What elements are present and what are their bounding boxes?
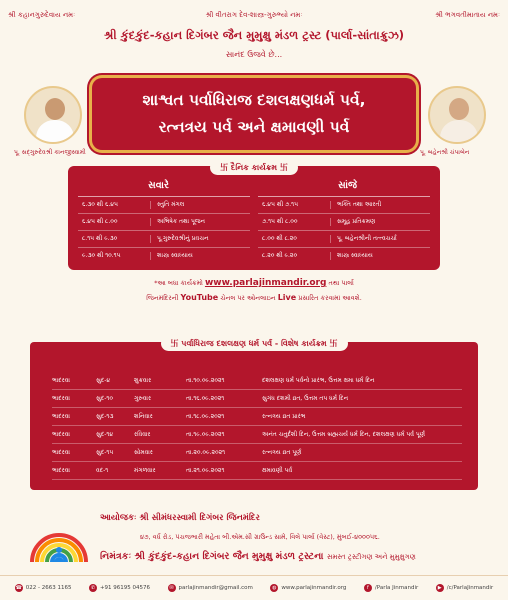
row-activity: ભક્તિ તથા આરતી xyxy=(330,201,430,209)
special-title-pill: 卐 પર્વાધિરાજ દશલક્ષણ ધર્મ પર્વ - વિશેષ કાર્યક્રમ 卐 xyxy=(161,336,348,351)
gurudev-photo xyxy=(24,86,82,144)
youtube-text: /c/ParlaJinmandir xyxy=(446,585,494,591)
row-weekday: મંગળવાર xyxy=(134,466,156,474)
special-row xyxy=(52,444,462,462)
row-day: વદ-૧ xyxy=(96,466,109,474)
yt-note-middle: ચેનલ પર ઓનલાઇન xyxy=(220,294,276,302)
photo-head xyxy=(45,98,65,120)
organizer-label: આયોજકઃ xyxy=(100,513,137,523)
youtube-note xyxy=(0,293,508,303)
inviter-label: નિમંત્રકઃ xyxy=(100,551,132,562)
row-time: ૬.૩૦ થી ૬.૪૫ xyxy=(82,201,118,208)
row-weekday: રવિવાર xyxy=(134,430,151,438)
footer-email[interactable] xyxy=(168,584,253,592)
row-date: તા.૧૯.૦૯.૨૦૨૧ xyxy=(186,430,225,438)
row-event: રત્નત્રય વ્રત પૂર્ણ xyxy=(262,448,302,456)
daily-schedule-title xyxy=(68,160,440,175)
rainbow-logo-icon xyxy=(28,512,90,574)
phone-icon: ☎ xyxy=(15,585,22,591)
trust-title: શ્રી કુંદકુંદ-કહાન દિગંબર જૈન મુમુક્ષુ મંડળ ટ્રસ્ટ (પાર્લા-સાંતાક્રુઝ) xyxy=(103,28,405,42)
row-date: તા.૧૮.૦૯.૨૦૨૧ xyxy=(186,412,225,420)
footer-youtube[interactable] xyxy=(436,584,493,592)
row-weekday: શનિવાર xyxy=(134,412,153,420)
mail-icon: ✉ xyxy=(169,585,174,591)
whatsapp-text: +91 96195 04576 xyxy=(99,585,151,591)
row-time: ૮.૨૦ થી ૯.૨૦ xyxy=(262,252,298,259)
row-day: સુદ-૧૦ xyxy=(96,394,113,402)
row-month: ભાદરવા xyxy=(52,412,70,420)
special-row xyxy=(52,408,462,426)
yt-note-before: જિનમંદિરની xyxy=(146,294,179,302)
row-month: ભાદરવા xyxy=(52,448,70,456)
schedule-row xyxy=(78,213,250,230)
special-row xyxy=(52,372,462,390)
row-date: તા.૧૦.૦૯.૨૦૨૧ xyxy=(186,376,225,384)
behenshri-caption: પૂ. બહેનશ્રી ચંપાબેન xyxy=(420,149,470,156)
row-activity: પૂ.ગુરુદેવશ્રીનું પ્રવચન xyxy=(150,235,250,243)
gurudev-caption: પૂ. સદ્ગુરુદેવશ્રી કાનજીસ્વામી xyxy=(14,149,86,156)
row-day: સુદ-૧૩ xyxy=(96,412,114,420)
footer-whatsapp[interactable] xyxy=(89,584,150,592)
row-weekday: સોમવાર xyxy=(134,448,153,456)
row-day: સુદ-૧૪ xyxy=(96,430,114,438)
row-time: ૬.૪૫ થી ૮.૦૦ xyxy=(82,218,118,225)
yt-note-after: પ્રસારિત કરવામાં આવશે. xyxy=(298,294,362,302)
row-activity: શાસ્ત્ર સ્વાધ્યાય xyxy=(330,252,430,260)
organizer-name: શ્રી સીમંધરસ્વામી દિગંબર જિનમંદિર xyxy=(139,513,260,523)
schedule-row xyxy=(258,196,430,213)
youtube-label: YouTube xyxy=(180,293,219,302)
morning-rows xyxy=(78,196,250,264)
row-event: રત્નત્રય વ્રત પ્રારંભ xyxy=(262,412,306,420)
special-rows xyxy=(52,372,462,480)
row-time: ૬.૪૫ થી ૭.૧૫ xyxy=(262,201,299,208)
website-link[interactable]: www.parlajinmandir.org xyxy=(204,278,327,288)
row-activity: શાસ્ત્ર સ્વાધ્યાય xyxy=(150,252,250,260)
row-weekday: ગુરુવાર xyxy=(134,394,152,402)
row-time: ૯.૩૦ થી ૧૦.૧૫ xyxy=(82,252,121,259)
event-title-line1: શાશ્વત પર્વાધિરાજ દશલક્ષણધર્મ પર્વ, xyxy=(142,91,366,109)
web-note-after: તથા પાર્લા xyxy=(328,279,354,287)
salutation-right: શ્રી ભગવતીમાતાય નમઃ xyxy=(435,11,500,19)
row-activity: સમૂહ પ્રતિક્રમણ xyxy=(330,218,430,226)
whatsapp-icon: ✆ xyxy=(90,585,96,591)
organizer-line xyxy=(100,513,260,523)
footer-website[interactable] xyxy=(270,584,346,592)
schedule-row xyxy=(78,230,250,247)
row-date: તા.૧૬.૦૯.૨૦૨૧ xyxy=(186,394,225,402)
row-time: ૮.૦૦ થી ૮.૨૦ xyxy=(262,235,297,242)
inviter-line xyxy=(100,551,416,562)
special-row xyxy=(52,462,462,480)
facebook-icon: f xyxy=(364,584,372,592)
website-text: www.parlajinmandir.org xyxy=(281,585,347,591)
row-event: સુગંધ દશમી વ્રત, ઉત્તમ તપ ધર્મ દિન xyxy=(262,394,349,402)
web-note-before: *આ બધા કાર્યક્રમો xyxy=(154,279,203,287)
row-time: ૭.૧૫ થી ૮.૦૦ xyxy=(262,218,298,225)
row-day: સુદ-૧૫ xyxy=(96,448,114,456)
inviter-name: શ્રી કુંદકુંદ-કહાન દિગંબર જૈન મુમુક્ષુ મંડળ ટ્રસ્ટના xyxy=(134,551,324,562)
schedule-row xyxy=(258,247,430,264)
row-activity: સ્તુતિ મંગલ xyxy=(150,201,250,209)
footer-phone[interactable] xyxy=(15,584,72,592)
email-text: parlajinmandir@gmail.com xyxy=(178,585,253,591)
morning-heading: સવારે xyxy=(148,180,169,191)
row-event: દશલક્ષણ ધર્મ પર્વનો પ્રારંભ, ઉત્તમ ક્ષમા ધર્મ દિન xyxy=(262,376,375,384)
schedule-row xyxy=(78,196,250,213)
contact-footer xyxy=(0,575,508,600)
youtube-icon: ▶ xyxy=(436,584,444,592)
row-date: તા.૨૦.૦૯.૨૦૨૧ xyxy=(186,448,226,456)
schedule-row xyxy=(78,247,250,264)
special-row xyxy=(52,390,462,408)
row-date: તા.૨૧.૦૯.૨૦૨૧ xyxy=(186,466,225,474)
row-month: ભાદરવા xyxy=(52,376,70,384)
photo-head xyxy=(449,98,469,120)
live-label: Live xyxy=(277,293,297,302)
special-program-panel xyxy=(30,339,478,490)
daily-schedule-panel xyxy=(68,163,440,270)
event-title-line2: રત્નત્રય પર્વ અને ક્ષમાવણી પર્વ xyxy=(158,118,350,136)
row-event: ક્ષમાવણી પર્વ xyxy=(262,466,293,474)
daily-title-pill: 卐 દૈનિક કાર્યક્રમ 卐 xyxy=(210,160,298,175)
row-month: ભાદરવા xyxy=(52,466,70,474)
row-day: સુદ-૪ xyxy=(96,376,111,384)
special-row xyxy=(52,426,462,444)
salutation-left: શ્રી કહાનગુરુદેવાય નમઃ xyxy=(8,11,76,19)
photo-body xyxy=(36,120,74,144)
evening-heading: સાંજે xyxy=(338,180,358,191)
schedule-row xyxy=(258,213,430,230)
row-weekday: શુક્રવાર xyxy=(134,376,152,384)
row-month: ભાદરવા xyxy=(52,394,70,402)
row-time: ૮.૧૫ થી ૯.૩૦ xyxy=(82,235,118,242)
row-activity: અભિષેક તથા પૂજન xyxy=(150,218,250,226)
globe-icon: ◍ xyxy=(272,585,277,591)
inviter-rest: સમસ્ત ટ્રસ્ટીગણ અને મુમુક્ષુગણ xyxy=(326,553,416,561)
schedule-row xyxy=(258,230,430,247)
row-month: ભાદરવા xyxy=(52,430,70,438)
evening-rows xyxy=(258,196,430,264)
web-note xyxy=(0,278,508,288)
footer-facebook[interactable] xyxy=(364,584,418,592)
organizer-address: ૪૭, વર્ધ રોડ, પંચજભારી મહેતા બી.એમ.સી ગ્રાઉન્ડ સામે, વિલે પાર્લા (વેસ્ટ), મુંબઈ-૪૦૦૦૫૬. xyxy=(140,533,380,541)
invite-line: સાનંદ ઉજવે છે... xyxy=(225,50,283,59)
phone-text: 022 - 2663 1165 xyxy=(25,585,72,591)
behenshri-photo xyxy=(428,86,486,144)
special-program-title xyxy=(30,336,478,351)
salutation-center: શ્રી વીતરાગ દેવ-શાસ્ત્ર-ગુરુભ્યો નમઃ xyxy=(205,11,303,19)
photo-body xyxy=(440,120,478,144)
row-activity: પૂ. બહેનશ્રીની તત્ત્વચર્ચા xyxy=(330,235,430,243)
row-event: અનંત ચતુર્દશી દિન, ઉત્તમ બ્રહ્મચર્ય ધર્મ દિન, દશલક્ષણ ધર્મ પર્વ પૂર્ણ xyxy=(262,430,426,438)
facebook-text: /Parla Jinmandir xyxy=(374,585,419,591)
event-banner xyxy=(92,78,416,150)
